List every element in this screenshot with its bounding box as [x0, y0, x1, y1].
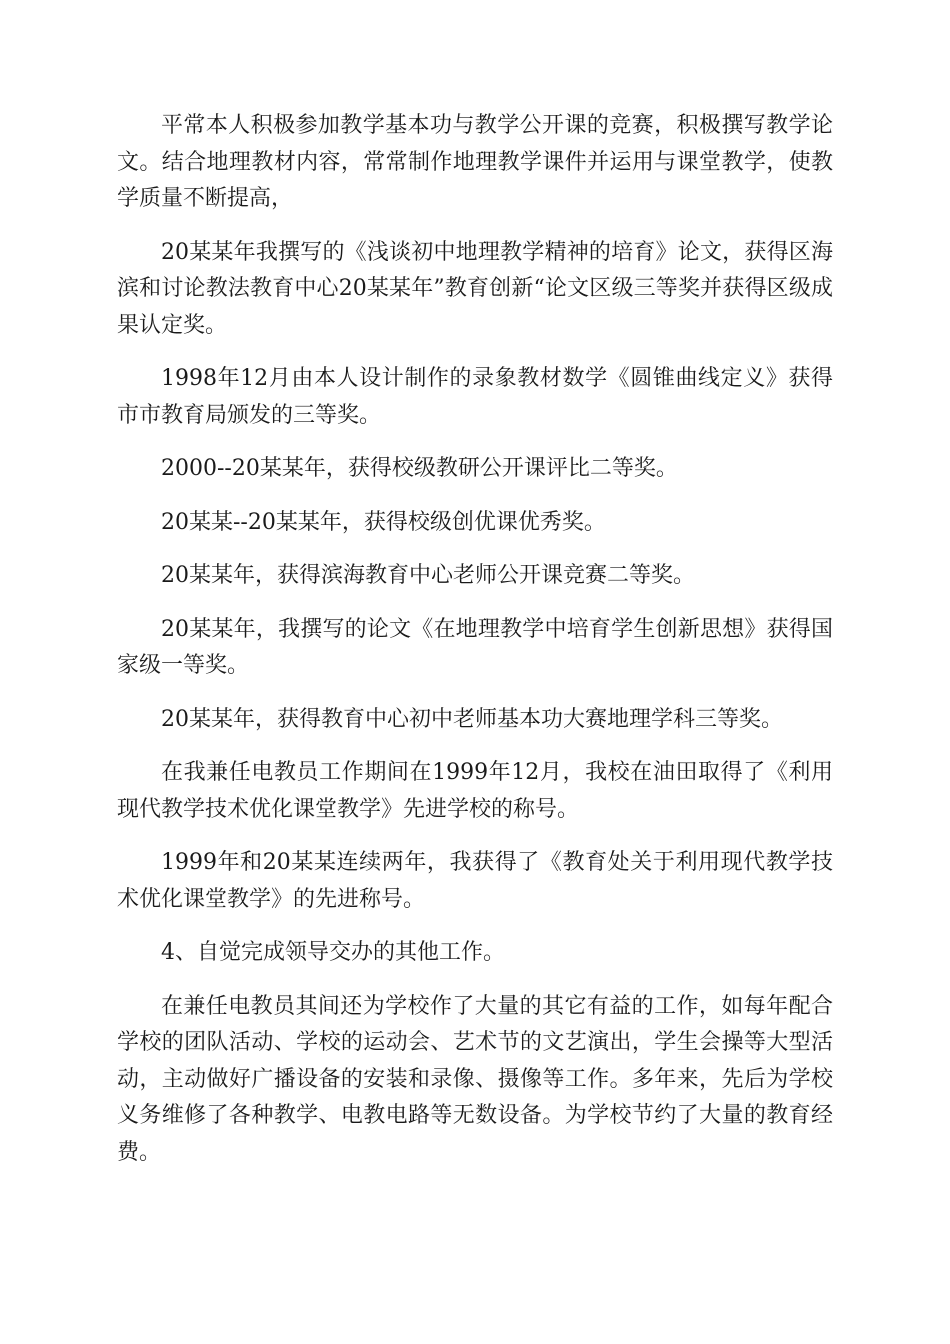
paragraph-binhai-competition-award: 20某某年，获得滨海教育中心老师公开课竞赛二等奖。	[161, 563, 695, 588]
paragraph-other-work: 在兼任电教员其间还为学校作了大量的其它有益的工作，如每年配合学校的团队活动、学校的运动会、艺术节的文艺演出，学生会操等大型活动，主动做好广播设备的安装和录像、摄像等工作。多年来，先后为学校义务维修了各种教学、电教电路等无数设备。为学校节约了大量的教育经费。	[117, 993, 833, 1165]
paragraph-national-thesis-award: 20某某年，我撰写的论文《在地理教学中培育学生创新思想》获得国家级一等奖。	[117, 616, 833, 678]
paragraph-thesis-award: 20某某年我撰写的《浅谈初中地理教学精神的培育》论文，获得区海滨和讨论教法教育中心20某某年”教育创新“论文区级三等奖并获得区级成果认定奖。	[117, 239, 833, 338]
paragraph-video-material-award: 1998年12月由本人设计制作的录象教材数学《圆锥曲线定义》获得市市教育局颁发的三等奖。	[117, 366, 833, 428]
document-body	[117, 108, 833, 1188]
paragraph-advanced-individual-title: 1999年和20某某连续两年，我获得了《教育处关于利用现代教学技术优化课堂教学》的先进称号。	[117, 850, 833, 912]
paragraph-basic-skills-award: 20某某年，获得教育中心初中老师基本功大赛地理学科三等奖。	[161, 706, 783, 732]
paragraph-section-heading: 4、自觉完成领导交办的其他工作。	[161, 940, 505, 965]
paragraph-teaching-competitions: 平常本人积极参加教学基本功与教学公开课的竞赛，积极撰写教学论文。结合地理教材内容，常常制作地理教学课件并运用与课堂教学，使教学质量不断提高，	[117, 113, 833, 211]
paragraph-advanced-school-title: 在我兼任电教员工作期间在1999年12月，我校在油田取得了《利用现代教学技术优化课堂教学》先进学校的称号。	[117, 760, 833, 822]
paragraph-open-class-award: 2000--20某某年，获得校级教研公开课评比二等奖。	[161, 456, 678, 481]
paragraph-excellent-class-award: 20某某--20某某年，获得校级创优课优秀奖。	[161, 509, 606, 535]
